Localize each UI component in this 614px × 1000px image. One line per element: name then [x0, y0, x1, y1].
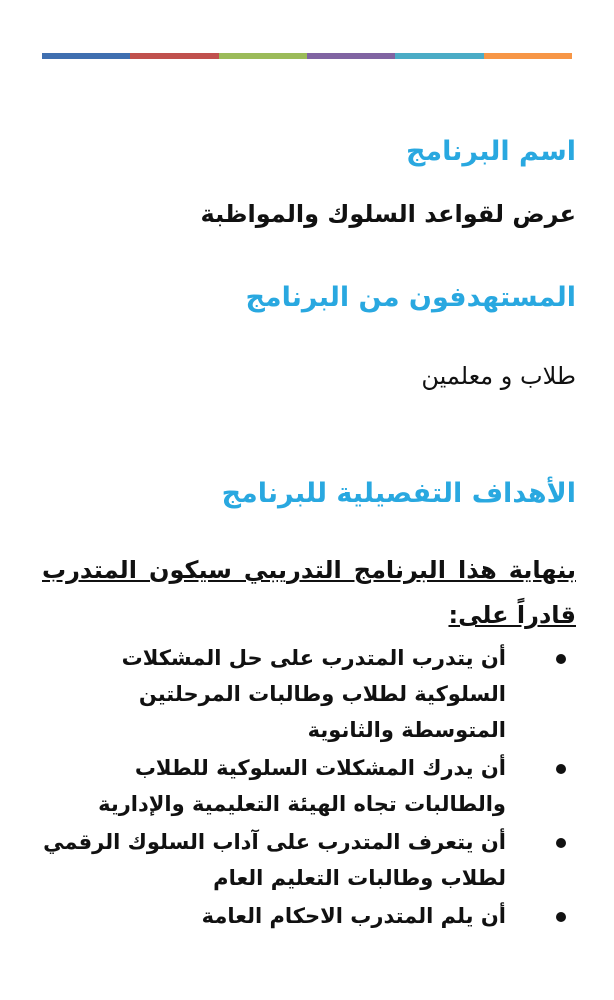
bullet-icon — [556, 654, 566, 664]
stripe-segment — [219, 53, 307, 59]
stripe-segment — [42, 53, 130, 59]
bullet-icon — [556, 838, 566, 848]
list-item — [36, 640, 574, 748]
stripe-segment — [484, 53, 572, 59]
audience-heading: المستهدفون من البرنامج — [245, 282, 576, 313]
stripe-segment — [130, 53, 218, 59]
bullet-icon — [556, 912, 566, 922]
list-item — [36, 750, 574, 822]
decorative-color-stripe — [42, 53, 572, 59]
program-name-heading: اسم البرنامج — [405, 136, 576, 167]
list-item — [36, 824, 574, 896]
objective-text: أن يدرك المشكلات السلوكية للطلاب والطالبات تجاه الهيئة التعليمية والإدارية — [98, 756, 506, 816]
objectives-intro: بنهاية هذا البرنامج التدريبي سيكون المتدرب قادراً على: — [42, 556, 576, 629]
objectives-heading: الأهداف التفصيلية للبرنامج — [221, 478, 576, 509]
stripe-segment — [307, 53, 395, 59]
program-name: عرض لقواعد السلوك والمواظبة — [200, 200, 576, 228]
objective-text: أن يتدرب المتدرب على حل المشكلات السلوكية لطلاب وطالبات المرحلتين المتوسطة والثانوية — [121, 646, 506, 742]
audience-text: طلاب و معلمين — [421, 362, 576, 390]
list-item — [36, 898, 574, 934]
objective-text: أن يلم المتدرب الاحكام العامة — [201, 904, 506, 928]
bullet-icon — [556, 764, 566, 774]
objectives-list — [36, 640, 574, 936]
objective-text: أن يتعرف المتدرب على آداب السلوك الرقمي لطلاب وطالبات التعليم العام — [43, 830, 506, 890]
stripe-segment — [395, 53, 483, 59]
